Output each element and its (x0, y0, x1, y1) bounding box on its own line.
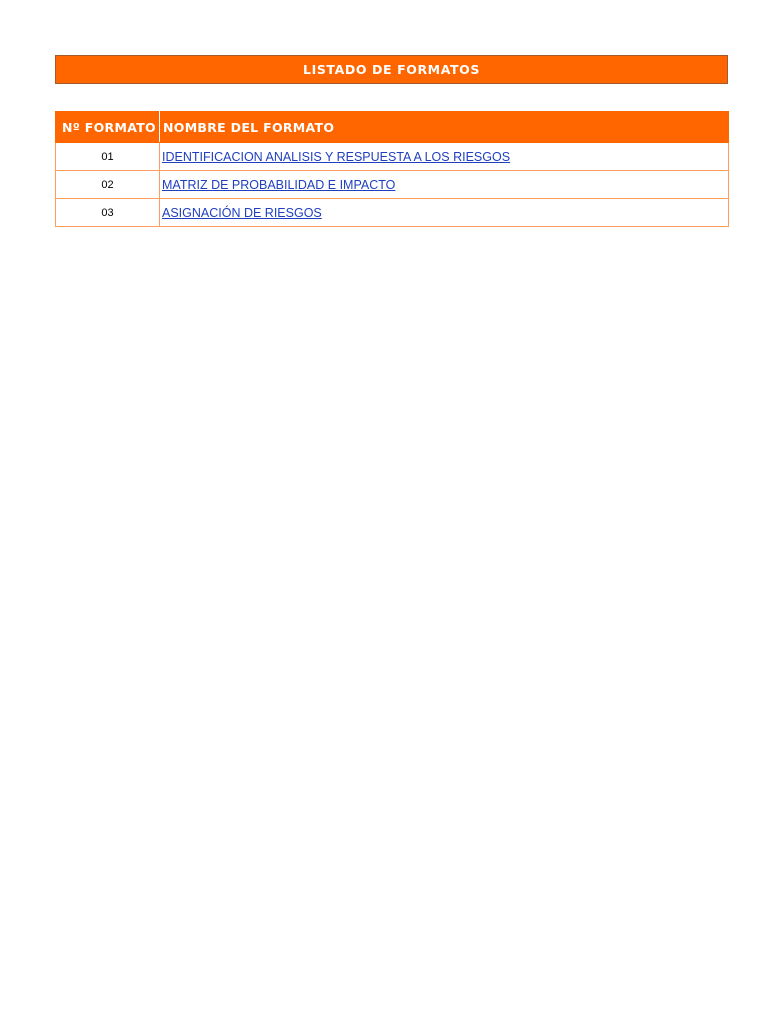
format-name-cell (160, 199, 729, 227)
format-name-cell (160, 171, 729, 199)
table-row (56, 143, 729, 171)
format-name-cell (160, 143, 729, 171)
table-row (56, 199, 729, 227)
format-number: 03 (56, 199, 160, 227)
format-link[interactable]: ASIGNACIÓN DE RIESGOS (162, 205, 322, 220)
column-header-name: NOMBRE DEL FORMATO (160, 112, 729, 143)
table-row (56, 171, 729, 199)
formats-table (55, 111, 729, 227)
table-header-row (56, 112, 729, 143)
format-number: 02 (56, 171, 160, 199)
page-title-text: LISTADO DE FORMATOS (303, 62, 480, 77)
format-link[interactable]: IDENTIFICACION ANALISIS Y RESPUESTA A LOS RIESGOS (162, 149, 511, 164)
page-title (55, 55, 728, 84)
format-link[interactable]: MATRIZ DE PROBABILIDAD E IMPACTO (162, 177, 396, 192)
column-header-number: Nº FORMATO (56, 112, 160, 143)
format-number: 01 (56, 143, 160, 171)
